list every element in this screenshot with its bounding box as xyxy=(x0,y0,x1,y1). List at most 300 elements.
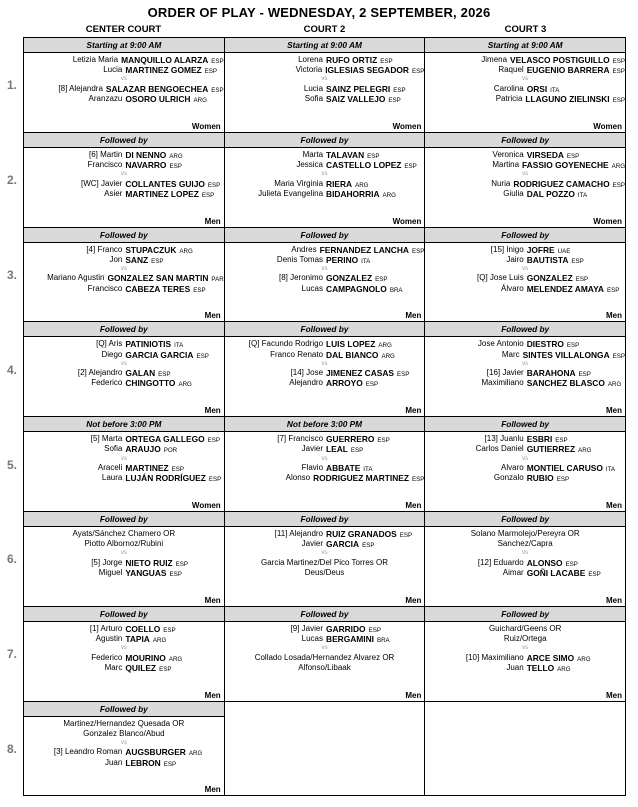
vs-label: vs xyxy=(120,76,127,83)
match-time-label: Followed by xyxy=(425,417,625,432)
player-last-name[interactable]: YANGUAS xyxy=(125,568,167,579)
player-nationality: ESP xyxy=(208,476,222,484)
player-last-name[interactable]: LEAL xyxy=(326,444,348,455)
player-last-name[interactable]: OSORO ULRICH xyxy=(125,94,191,105)
player-row xyxy=(225,624,425,634)
team-placeholder-text: Deus/Deus xyxy=(304,568,345,578)
match-category: Women xyxy=(392,121,422,131)
player-nationality: ESP xyxy=(365,381,379,389)
match-time-label: Followed by xyxy=(24,133,224,148)
player-first-name: Diego xyxy=(101,349,123,359)
player-last-name[interactable]: ARROYO xyxy=(326,378,363,389)
vs-label: vs xyxy=(321,455,328,462)
player-surname-group xyxy=(106,84,224,94)
player-nationality: ESP xyxy=(163,626,176,634)
player-last-name[interactable]: JIMENEZ CASAS xyxy=(326,368,394,379)
player-last-name[interactable]: PERINO xyxy=(326,254,359,265)
match-cell[interactable] xyxy=(225,322,426,417)
match-cell[interactable] xyxy=(425,228,626,323)
player-last-name[interactable]: BERGAMINI xyxy=(326,633,374,644)
match-body xyxy=(225,245,425,294)
player-surname-group xyxy=(326,273,424,283)
player-nationality: ESP xyxy=(350,447,364,455)
player-nationality: ESP xyxy=(368,626,381,634)
player-row xyxy=(24,444,224,454)
player-first-name: Carolina xyxy=(493,83,524,93)
player-last-name[interactable]: COLLANTES GUIJO xyxy=(125,178,205,189)
vs-label: vs xyxy=(522,265,529,272)
player-surname-group xyxy=(326,150,424,160)
player-last-name[interactable]: BAUTISTA xyxy=(526,254,569,265)
player-last-name[interactable]: GONZALEZ xyxy=(526,273,573,284)
player-nationality: ESP xyxy=(556,476,570,484)
match-category: Women xyxy=(593,216,623,226)
player-last-name[interactable]: VELASCO POSTIGUILLO xyxy=(510,55,610,65)
match-cell[interactable] xyxy=(425,417,626,512)
team-placeholder-text: Solano Marmolejo/Pereyra OR xyxy=(470,528,580,538)
team-placeholder xyxy=(425,624,625,634)
player-last-name[interactable]: FERNANDEZ LANCHA xyxy=(319,244,409,255)
player-surname-group xyxy=(326,255,424,265)
player-last-name[interactable]: DI NENNO xyxy=(125,149,167,160)
match-time-label: Followed by xyxy=(24,702,224,717)
player-last-name[interactable]: DAL BIANCO xyxy=(326,349,379,360)
player-last-name[interactable]: VIRSEDA xyxy=(526,149,564,160)
player-surname-group xyxy=(125,758,223,768)
match-category: Men xyxy=(204,785,221,795)
player-first-name: Aranzazu xyxy=(88,94,123,104)
match-body xyxy=(425,150,625,199)
court-header-court-3: COURT 3 xyxy=(504,24,547,35)
match-cell[interactable] xyxy=(24,228,225,323)
player-row xyxy=(225,634,425,644)
player-last-name[interactable]: RIERA xyxy=(326,178,353,189)
player-last-name[interactable]: LEBRON xyxy=(125,757,161,768)
match-time-label: Starting at 9:00 AM xyxy=(425,38,625,53)
player-last-name[interactable]: SANCHEZ BLASCO xyxy=(526,378,605,389)
player-last-name[interactable]: ESBRI xyxy=(526,434,553,445)
player-row xyxy=(225,473,425,483)
match-cell[interactable] xyxy=(425,133,626,228)
player-nationality: ARG xyxy=(382,191,396,199)
player-row xyxy=(225,539,425,549)
player-surname-group xyxy=(523,350,625,360)
player-surname-group xyxy=(125,568,223,578)
match-cell[interactable] xyxy=(225,417,426,512)
player-nationality: ESP xyxy=(211,58,224,65)
player-row xyxy=(225,368,425,378)
player-surname-group xyxy=(326,55,424,65)
match-category: Men xyxy=(606,406,623,416)
player-last-name[interactable]: COELLO xyxy=(125,623,161,634)
player-last-name[interactable]: GONZALEZ SAN MARTIN xyxy=(107,273,209,284)
player-last-name[interactable]: CHINGOTTO xyxy=(125,378,176,389)
vs-label: vs xyxy=(522,550,529,557)
player-row xyxy=(225,55,425,65)
vs-label: vs xyxy=(522,360,529,367)
match-body xyxy=(425,245,625,294)
match-time-label: Followed by xyxy=(225,228,425,243)
player-row xyxy=(24,747,224,757)
player-first-name: [14] Jose xyxy=(290,368,324,378)
match-category: Men xyxy=(405,406,422,416)
player-last-name[interactable]: MONTIEL CARUSO xyxy=(526,463,603,474)
team-placeholder xyxy=(24,539,224,549)
player-last-name[interactable]: LLAGUNO ZIELINSKI xyxy=(525,94,610,105)
player-nationality: ARG xyxy=(355,181,369,189)
schedule-row xyxy=(24,417,626,512)
player-first-name: [5] Jorge xyxy=(91,557,123,567)
player-last-name[interactable]: BIDAHORRIA xyxy=(326,188,380,199)
match-body xyxy=(24,150,224,199)
player-last-name[interactable]: NAVARRO xyxy=(125,159,167,170)
player-last-name[interactable]: ARAUJO xyxy=(125,444,161,455)
row-number: 1. xyxy=(6,78,17,93)
player-nationality: ARG xyxy=(188,750,203,758)
player-first-name: Asier xyxy=(104,188,123,198)
match-cell[interactable] xyxy=(225,38,426,133)
match-category: Men xyxy=(204,595,221,605)
player-last-name[interactable]: ORTEGA GALLEGO xyxy=(125,434,205,445)
player-row xyxy=(225,339,425,349)
player-row xyxy=(24,378,224,388)
player-nationality: BRA xyxy=(376,636,390,644)
player-row xyxy=(24,634,224,644)
player-first-name: Lucas xyxy=(301,633,324,643)
player-surname-group xyxy=(326,624,424,634)
player-nationality: ITA xyxy=(361,257,371,265)
player-last-name[interactable]: ARCE SIMO xyxy=(526,652,575,663)
player-last-name[interactable]: LUJÁN RODRÍGUEZ xyxy=(125,473,206,484)
player-nationality: ESP xyxy=(411,68,425,76)
player-row xyxy=(225,189,425,199)
match-cell[interactable] xyxy=(24,322,225,417)
schedule-row xyxy=(24,607,626,702)
player-last-name[interactable]: PATINIOTIS xyxy=(125,339,172,350)
player-first-name: [12] Eduardo xyxy=(477,557,524,567)
player-nationality: ESP xyxy=(578,371,591,379)
player-last-name[interactable]: QUILEZ xyxy=(125,662,157,673)
match-time-label: Starting at 9:00 AM xyxy=(225,38,425,53)
player-surname-group xyxy=(125,378,223,388)
match-category: Men xyxy=(606,500,623,510)
player-surname-group xyxy=(326,634,424,644)
match-time-label: Not before 3:00 PM xyxy=(24,417,224,432)
match-cell[interactable] xyxy=(425,512,626,607)
vs-label: vs xyxy=(120,550,127,557)
player-first-name: Francisco xyxy=(87,283,123,293)
player-row xyxy=(24,339,224,349)
player-last-name[interactable]: SAIZ VALLEJO xyxy=(326,94,386,105)
player-row xyxy=(225,150,425,160)
vs-label: vs xyxy=(120,265,127,272)
player-nationality: ESP xyxy=(375,276,388,284)
player-last-name[interactable]: SINTES VILLALONGA xyxy=(522,349,610,360)
player-last-name[interactable]: FASSIO GOYENECHE xyxy=(522,159,609,170)
player-nationality: ESP xyxy=(171,466,184,474)
match-category: Men xyxy=(405,500,422,510)
player-last-name[interactable]: JOFRE xyxy=(526,244,555,255)
player-surname-group xyxy=(527,463,625,473)
player-surname-group xyxy=(125,634,223,644)
player-last-name[interactable]: RUIZ GRANADOS xyxy=(326,528,397,539)
player-last-name[interactable]: RUFO ORTIZ xyxy=(326,55,378,65)
vs-label: vs xyxy=(321,645,328,652)
player-last-name[interactable]: ABBATE xyxy=(326,463,361,474)
player-last-name[interactable]: TELLO xyxy=(526,662,555,673)
player-row xyxy=(24,663,224,673)
vs-label: vs xyxy=(321,360,328,367)
row-number: 6. xyxy=(6,552,17,567)
player-nationality: ESP xyxy=(566,342,580,350)
player-last-name[interactable]: MARTINEZ LOPEZ xyxy=(125,188,199,199)
player-first-name: [Q] Aris xyxy=(96,339,123,349)
player-last-name[interactable]: GARCIA xyxy=(326,539,360,550)
player-last-name[interactable]: MARTINEZ GOMEZ xyxy=(125,65,202,76)
match-category: Men xyxy=(204,311,221,321)
match-cell[interactable] xyxy=(24,512,225,607)
player-surname-group xyxy=(125,747,223,757)
team-placeholder xyxy=(425,529,625,539)
team-placeholder xyxy=(24,729,224,739)
player-first-name: Martina xyxy=(492,159,520,169)
player-nationality: ESP xyxy=(555,437,568,445)
player-first-name: [7] Francisco xyxy=(277,434,324,444)
match-category: Men xyxy=(606,311,623,321)
match-category: Men xyxy=(204,690,221,700)
player-last-name[interactable]: TAPIA xyxy=(125,633,150,644)
player-nationality: ARG xyxy=(577,655,591,663)
player-surname-group xyxy=(326,350,424,360)
match-cell[interactable] xyxy=(24,38,225,133)
player-last-name[interactable]: EUGENIO BARRERA xyxy=(526,65,610,76)
player-last-name[interactable]: SANZ xyxy=(125,254,149,265)
player-nationality: ARG xyxy=(378,342,392,350)
player-row xyxy=(24,284,224,294)
player-nationality: ESP xyxy=(612,352,626,360)
match-body xyxy=(225,529,425,578)
player-row xyxy=(425,368,625,378)
player-row xyxy=(24,624,224,634)
player-nationality: ESP xyxy=(196,352,209,360)
match-cell[interactable] xyxy=(24,133,225,228)
player-first-name: Lucia xyxy=(303,83,324,93)
match-category: Women xyxy=(191,500,221,510)
match-cell[interactable] xyxy=(225,228,426,323)
player-nationality: ITA xyxy=(550,86,560,94)
player-surname-group xyxy=(527,473,625,483)
player-last-name[interactable]: ORSI xyxy=(526,83,548,94)
player-surname-group xyxy=(326,94,424,104)
match-time-label: Followed by xyxy=(425,228,625,243)
player-last-name[interactable]: IGLESIAS SEGADOR xyxy=(325,65,409,76)
player-first-name: Lucas xyxy=(301,283,324,293)
player-last-name[interactable]: MANQUILLO ALARZA xyxy=(121,55,209,65)
match-body xyxy=(24,719,224,768)
player-nationality: ITA xyxy=(174,342,184,350)
player-first-name: Franco Renato xyxy=(270,349,324,359)
player-last-name[interactable]: RODRIGUEZ MARTINEZ xyxy=(313,473,409,484)
player-first-name: [2] Alejandro xyxy=(77,368,123,378)
player-last-name[interactable]: BARAHONA xyxy=(526,368,576,379)
player-row xyxy=(225,179,425,189)
player-first-name: Francisco xyxy=(87,159,123,169)
schedule-row xyxy=(24,322,626,417)
player-first-name: Andres xyxy=(291,244,317,254)
player-nationality: ARG xyxy=(179,247,193,255)
player-last-name[interactable]: NIETO RUIZ xyxy=(125,557,173,568)
player-first-name: [9] Javier xyxy=(290,623,324,633)
schedule-row xyxy=(24,702,626,797)
player-nationality: ESP xyxy=(201,191,215,199)
team-placeholder xyxy=(225,663,425,673)
team-placeholder-text: Sanchez/Capra xyxy=(497,539,553,549)
player-last-name[interactable]: DIESTRO xyxy=(526,339,564,350)
player-last-name[interactable]: GALAN xyxy=(125,368,156,379)
player-nationality: ESP xyxy=(151,257,164,265)
player-last-name[interactable]: GARRIDO xyxy=(326,623,366,634)
player-nationality: ARG xyxy=(169,152,183,160)
player-surname-group xyxy=(125,434,223,444)
player-row xyxy=(24,653,224,663)
player-first-name: Miguel xyxy=(98,568,123,578)
team-placeholder-text: Piotto Albornoz/Rubini xyxy=(84,539,164,549)
player-surname-group xyxy=(527,663,625,673)
player-row xyxy=(425,189,625,199)
player-last-name[interactable]: GUERRERO xyxy=(326,434,375,445)
player-row xyxy=(24,189,224,199)
player-last-name[interactable]: STUPACZUK xyxy=(125,244,177,255)
player-nationality: ESP xyxy=(404,162,417,170)
player-last-name[interactable]: MOURINO xyxy=(125,652,166,663)
player-row xyxy=(425,568,625,578)
player-row xyxy=(225,94,425,104)
player-last-name[interactable]: ALONSO xyxy=(526,557,563,568)
player-first-name: Marc xyxy=(104,662,123,672)
player-nationality: ESP xyxy=(612,68,625,76)
match-cell[interactable] xyxy=(425,38,626,133)
player-surname-group xyxy=(326,339,424,349)
player-nationality: POR xyxy=(163,447,178,455)
match-time-label: Followed by xyxy=(24,322,224,337)
match-cell[interactable] xyxy=(225,607,426,702)
vs-label: vs xyxy=(120,455,127,462)
player-surname-group xyxy=(527,65,625,75)
player-surname-group xyxy=(527,273,625,283)
player-surname-group xyxy=(125,284,223,294)
schedule-row xyxy=(24,133,626,228)
player-row xyxy=(24,65,224,75)
player-row xyxy=(225,378,425,388)
player-last-name[interactable]: AUGSBURGER xyxy=(125,747,186,758)
match-category: Men xyxy=(204,216,221,226)
player-row xyxy=(225,255,425,265)
player-last-name[interactable]: LUIS LOPEZ xyxy=(326,339,376,350)
player-first-name: Giulia xyxy=(503,188,524,198)
player-first-name: Aimar xyxy=(502,568,524,578)
player-row xyxy=(24,160,224,170)
vs-label: vs xyxy=(321,76,328,83)
player-nationality: ESP xyxy=(163,760,177,768)
player-nationality: ESP xyxy=(169,162,182,170)
match-cell[interactable] xyxy=(24,702,225,797)
player-nationality: ESP xyxy=(377,437,390,445)
player-row xyxy=(24,758,224,768)
player-row xyxy=(225,160,425,170)
page-title: ORDER OF PLAY - WEDNESDAY, 2 SEPTEMBER, 2026 xyxy=(147,5,491,20)
player-nationality: ARG xyxy=(578,447,592,455)
player-row xyxy=(24,558,224,568)
match-time-label: Followed by xyxy=(425,607,625,622)
player-last-name[interactable]: DAL POZZO xyxy=(526,188,575,199)
player-last-name[interactable]: SALAZAR BENGOECHEA xyxy=(105,83,209,94)
player-last-name[interactable]: CAMPAGNOLO xyxy=(326,283,387,294)
match-cell[interactable] xyxy=(24,417,225,512)
player-surname-group xyxy=(125,558,223,568)
team-placeholder-text: Ayats/Sánchez Chamero OR xyxy=(72,528,176,538)
player-nationality: ESP xyxy=(204,68,218,76)
player-row xyxy=(225,444,425,454)
player-nationality: ESP xyxy=(367,152,380,160)
match-body xyxy=(425,339,625,388)
player-nationality: ARG xyxy=(178,381,192,389)
player-nationality: ESP xyxy=(396,371,410,379)
player-first-name: [Q] Jose Luis xyxy=(477,273,524,283)
match-cell[interactable] xyxy=(425,607,626,702)
player-first-name: [1] Arturo xyxy=(89,623,123,633)
player-first-name: Sofia xyxy=(304,94,324,104)
match-category: Men xyxy=(606,690,623,700)
player-last-name[interactable]: MELENDEZ AMAYA xyxy=(526,283,604,294)
player-nationality: ARG xyxy=(381,352,395,360)
match-body xyxy=(425,624,625,673)
match-cell[interactable] xyxy=(225,512,426,607)
player-last-name[interactable]: CABEZA TERES xyxy=(125,283,191,294)
player-first-name: Patricia xyxy=(495,94,523,104)
player-row xyxy=(24,150,224,160)
player-last-name[interactable]: MARTINEZ xyxy=(125,463,169,474)
team-placeholder xyxy=(225,653,425,663)
player-surname-group xyxy=(107,273,223,283)
player-nationality: ESP xyxy=(393,86,406,94)
player-last-name[interactable]: RUBIO xyxy=(526,473,554,484)
player-last-name[interactable]: CASTELLO LOPEZ xyxy=(326,159,402,170)
player-last-name[interactable]: SAINZ PELEGRI xyxy=(326,83,391,94)
player-row xyxy=(225,284,425,294)
match-body xyxy=(425,434,625,483)
match-body xyxy=(24,339,224,388)
player-first-name: Laura xyxy=(101,473,123,483)
player-last-name[interactable]: TALAVAN xyxy=(326,149,365,160)
player-first-name: Carlos Daniel xyxy=(475,444,524,454)
player-last-name[interactable]: GARCIA GARCIA xyxy=(125,349,194,360)
player-first-name: [15] Inigo xyxy=(490,244,524,254)
match-cell[interactable] xyxy=(24,607,225,702)
player-first-name: Juan xyxy=(506,662,524,672)
player-first-name: [8] Alejandra xyxy=(58,83,103,93)
player-surname-group xyxy=(527,434,625,444)
player-nationality: ESP xyxy=(211,86,224,94)
player-first-name: Gonzalo xyxy=(493,473,524,483)
player-first-name: Juan xyxy=(104,757,123,767)
match-cell[interactable] xyxy=(225,133,426,228)
player-surname-group xyxy=(527,558,625,568)
player-last-name[interactable]: RODRIGUEZ CAMACHO xyxy=(513,178,610,189)
player-last-name[interactable]: GOÑI LACABE xyxy=(526,568,586,579)
match-cell[interactable] xyxy=(425,322,626,417)
player-last-name[interactable]: GUTIERREZ xyxy=(526,444,576,455)
player-last-name[interactable]: GONZALEZ xyxy=(326,273,373,284)
